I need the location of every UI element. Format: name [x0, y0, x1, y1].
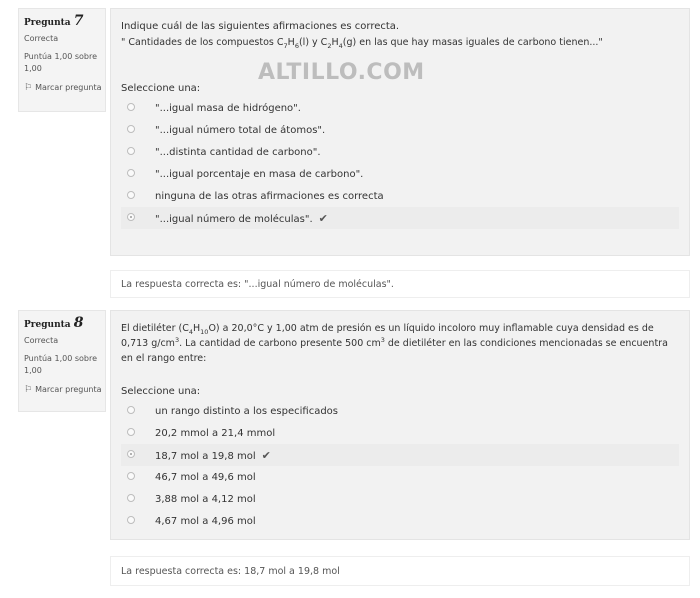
question-number: Pregunta 7	[24, 13, 84, 29]
radio-button[interactable]	[127, 147, 135, 155]
radio-button[interactable]	[127, 406, 135, 414]
radio-button[interactable]	[127, 472, 135, 480]
question-8-content	[110, 310, 690, 540]
radio-button[interactable]	[127, 191, 135, 199]
radio-button[interactable]	[127, 169, 135, 177]
radio-button-checked[interactable]	[127, 213, 135, 221]
question-stem: " Cantidades de los compuestos $C_7H_6(l)$ y $C_2H_4(g)$ en las que hay masas iguales de carbono tienen..."	[121, 37, 603, 50]
answer-options	[121, 400, 679, 532]
question-8-info	[18, 310, 106, 412]
question-grade: Puntúa 1,00 sobre 1,00	[24, 354, 98, 375]
answer-option[interactable]: 46,7 mol a 49,6 mol	[121, 466, 679, 488]
question-7-content	[110, 8, 690, 256]
answer-option[interactable]: un rango distinto a los especificados	[121, 400, 679, 422]
answer-options	[121, 97, 679, 229]
answer-option[interactable]: ninguna de las otras afirmaciones es correcta	[121, 185, 679, 207]
question-stem: El dietiléter $(C_4H_{10}O)$ a 20,0°C y 1,00 atm de presión es un líquido incoloro muy inflamable cuya densidad es de 0,713 $g/cm^3$. La cantidad de carbono presente 500 $cm^3$ de dietiléter en las condiciones mencionadas se encuentra en el rango entre:	[121, 323, 668, 364]
answer-option[interactable]: "...igual porcentaje en masa de carbono".	[121, 163, 679, 185]
radio-button[interactable]	[127, 494, 135, 502]
flag-icon: ⚐	[24, 385, 33, 395]
question-7-info	[18, 8, 106, 112]
check-icon: ✔	[261, 449, 271, 462]
question-8-feedback: La respuesta correcta es: 18,7 mol a 19,8 mol	[110, 556, 690, 586]
radio-button[interactable]	[127, 428, 135, 436]
radio-button-checked[interactable]	[127, 450, 135, 458]
radio-button[interactable]	[127, 103, 135, 111]
check-icon: ✔	[318, 212, 328, 225]
question-7-feedback: La respuesta correcta es: "...igual número de moléculas".	[110, 270, 690, 298]
flag-question-link[interactable]: ⚐ Marcar pregunta	[24, 83, 102, 93]
select-prompt: Seleccione una:	[121, 386, 201, 397]
question-intro: Indique cuál de las siguientes afirmaciones es correcta.	[121, 21, 400, 32]
radio-button[interactable]	[127, 516, 135, 524]
select-prompt: Seleccione una:	[121, 83, 201, 94]
flag-icon: ⚐	[24, 83, 33, 93]
answer-option[interactable]: 20,2 mmol a 21,4 mmol	[121, 422, 679, 444]
answer-option[interactable]: 4,67 mol a 4,96 mol	[121, 510, 679, 532]
answer-option[interactable]: "...distinta cantidad de carbono".	[121, 141, 679, 163]
watermark: ALTILLO.COM	[258, 60, 425, 85]
answer-option[interactable]: 3,88 mol a 4,12 mol	[121, 488, 679, 510]
answer-option[interactable]: "...igual número total de átomos".	[121, 119, 679, 141]
answer-option-selected[interactable]: 18,7 mol a 19,8 mol ✔	[121, 444, 679, 466]
flag-question-link[interactable]: ⚐ Marcar pregunta	[24, 385, 102, 395]
question-state: Correcta	[24, 336, 59, 345]
answer-option[interactable]: "...igual masa de hidrógeno".	[121, 97, 679, 119]
question-state: Correcta	[24, 34, 59, 43]
question-grade: Puntúa 1,00 sobre 1,00	[24, 52, 98, 73]
question-number: Pregunta 8	[24, 315, 84, 331]
radio-button[interactable]	[127, 125, 135, 133]
answer-option-selected[interactable]: "...igual número de moléculas". ✔	[121, 207, 679, 229]
